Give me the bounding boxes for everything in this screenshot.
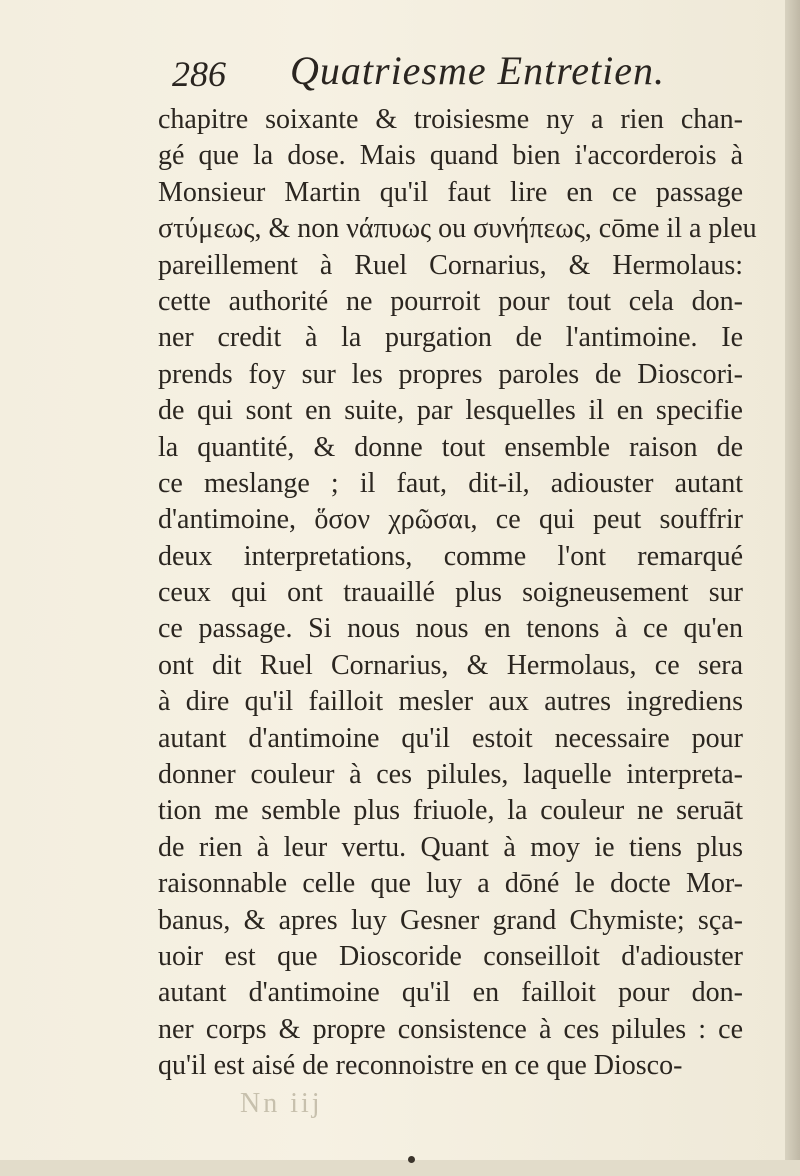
- text-line: la quantité, & donne tout ensemble raison de: [158, 431, 743, 463]
- text-line: qu'il est aisé de reconnoistre en ce que Diosco-: [158, 1050, 683, 1082]
- text-line: tion me semble plus friuole, la couleur ne seruāt: [158, 795, 743, 827]
- text-line: autant d'antimoine qu'il en failloit pour don-: [158, 977, 743, 1009]
- text-line: Monsieur Martin qu'il faut lire en ce passage: [158, 176, 743, 208]
- text-line: à dire qu'il failloit mesler aux autres ingrediens: [158, 686, 743, 718]
- page-edge: [785, 0, 800, 1176]
- text-line: cette authorité ne pourroit pour tout cela don-: [158, 285, 743, 317]
- text-line: de rien à leur vertu. Quant à moy ie tiens plus: [158, 831, 743, 863]
- text-line: uoir est que Dioscoride conseilloit d'adiouster: [158, 940, 743, 972]
- text-line: ce meslange ; il faut, dit-il, adiouster autant: [158, 467, 743, 499]
- text-line: autant d'antimoine qu'il estoit necessaire pour: [158, 722, 743, 754]
- page-header: [172, 45, 732, 105]
- text-line: raisonnable celle que luy a dōné le docte Mor-: [158, 868, 743, 900]
- signature-mark: Nn iij: [240, 1088, 323, 1119]
- page-bottom-edge: [0, 1160, 800, 1176]
- text-line: banus, & apres luy Gesner grand Chymiste; sça-: [158, 904, 743, 936]
- body-text: [158, 102, 757, 1085]
- ink-dot: [408, 1156, 415, 1163]
- text-line: στύμεως, & non νάπυως ou συνήπεως, cōme il a pleu: [158, 213, 757, 245]
- text-line: ner corps & propre consistence à ces pilules : ce: [158, 1013, 743, 1045]
- text-line: pareillement à Ruel Cornarius, & Hermolaus:: [158, 249, 743, 281]
- text-line: deux interpretations, comme l'ont remarqué: [158, 540, 743, 572]
- text-line: d'antimoine, ὅσον χρῶσαι, ce qui peut souffrir: [158, 504, 743, 536]
- text-line: de qui sont en suite, par lesquelles il en specifie: [158, 395, 743, 427]
- text-line: prends foy sur les propres paroles de Dioscori-: [158, 358, 743, 390]
- text-line: ceux qui ont trauaillé plus soigneusement sur: [158, 577, 743, 609]
- text-line: chapitre soixante & troisiesme ny a rien chan-: [158, 104, 743, 135]
- text-line: gé que la dose. Mais quand bien i'accorderois à: [158, 140, 743, 172]
- text-line: ce passage. Si nous nous en tenons à ce qu'en: [158, 613, 743, 645]
- page-number: 286: [172, 54, 226, 94]
- text-line: ont dit Ruel Cornarius, & Hermolaus, ce sera: [158, 649, 743, 681]
- text-line: ner credit à la purgation de l'antimoine. Ie: [158, 322, 743, 354]
- text-line: donner couleur à ces pilules, laquelle interpreta-: [158, 759, 743, 791]
- running-title: Quatriesme Entretien.: [290, 48, 666, 93]
